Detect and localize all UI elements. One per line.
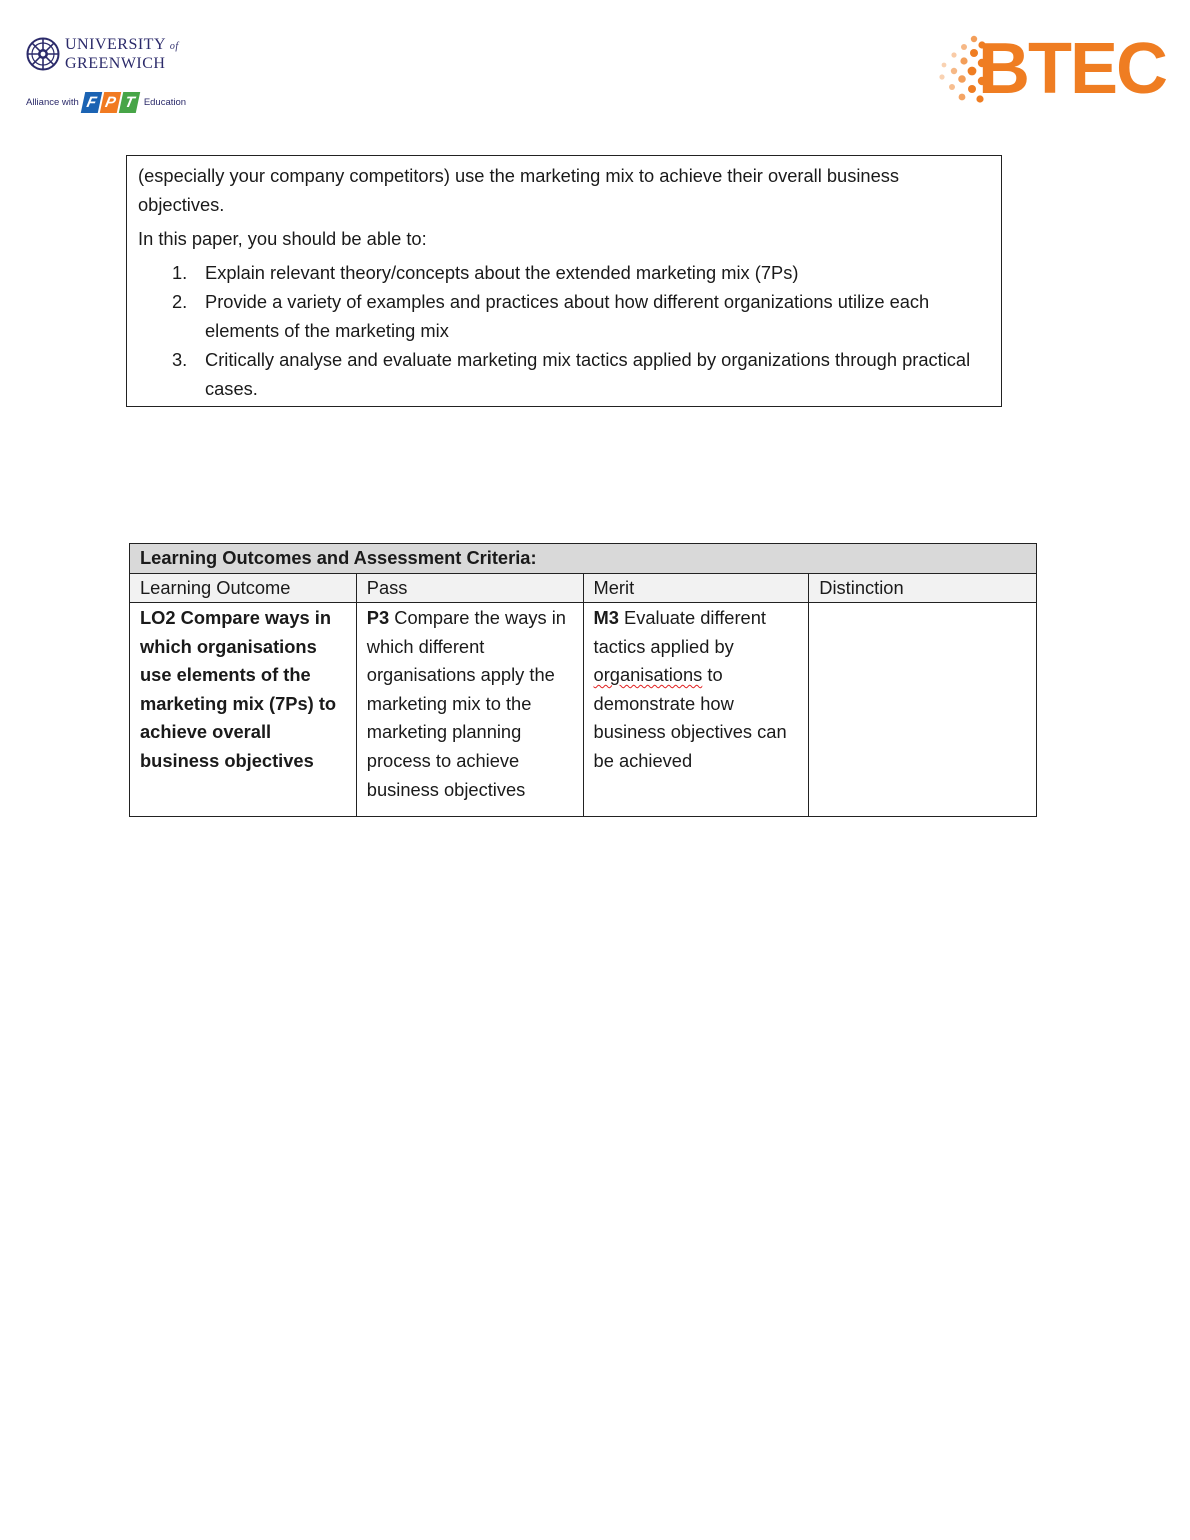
fpt-alliance-badge — [26, 87, 186, 117]
pass-code: P3 — [366, 607, 390, 628]
spellcheck-flagged-word: organisations — [593, 664, 703, 686]
outcome-line: LO2 Compare ways in — [140, 607, 331, 628]
pass-line: business objectives — [366, 778, 526, 800]
header-learning-outcome: Learning Outcome — [130, 574, 357, 603]
table-row — [130, 603, 1037, 817]
education-label: Education — [143, 96, 187, 108]
pass-line: organisations apply the — [366, 664, 555, 686]
learning-outcome-cell — [130, 603, 357, 817]
brief-line-1: (especially your company competitors) use the marketing mix to achieve their overall business — [138, 165, 900, 186]
merit-line: to — [702, 664, 723, 686]
header-merit: Merit — [583, 574, 809, 603]
merit-line: be achieved — [593, 749, 693, 771]
merit-line: demonstrate how — [593, 692, 734, 714]
table-header-row — [130, 574, 1037, 603]
objective-text-line-1: Provide a variety of examples and practices about how different organizations utilize each — [205, 291, 930, 312]
assignment-brief-box — [126, 155, 1002, 407]
fpt-logo — [83, 92, 140, 113]
pass-criteria-cell — [356, 603, 583, 817]
pass-line: process to achieve — [366, 749, 520, 771]
objective-item — [138, 258, 990, 287]
outcome-line: use elements of the — [140, 664, 311, 686]
objective-number: 1. — [172, 262, 188, 283]
pass-line: Compare the ways in — [389, 607, 566, 628]
btec-wordmark: BTEC — [978, 29, 1166, 109]
objective-text-line-1: Critically analyse and evaluate marketing mix tactics applied by organizations through practical — [205, 349, 971, 370]
merit-line: tactics applied by — [593, 635, 734, 657]
table-title-row — [130, 544, 1037, 574]
pass-line: marketing planning — [366, 721, 522, 743]
brief-lead-text: In this paper, you should be able to: — [138, 228, 427, 249]
objectives-list — [138, 258, 990, 403]
outcome-line: achieve overall — [140, 721, 272, 743]
merit-code: M3 — [593, 607, 619, 628]
btec-logo — [934, 29, 1168, 109]
fpt-letter-t: T — [119, 92, 140, 113]
objective-text-line-2: elements of the marketing mix — [205, 320, 449, 341]
greenwich-crest-icon — [26, 37, 60, 71]
alliance-label: Alliance with — [26, 96, 79, 108]
fpt-letter-f: F — [81, 92, 102, 113]
greenwich-wordmark: GREENWICH — [65, 55, 166, 72]
assessment-criteria-table — [129, 543, 1037, 817]
table-title: Learning Outcomes and Assessment Criteria: — [130, 544, 1037, 574]
objective-text-line-2: cases. — [205, 378, 258, 399]
pass-line: marketing mix to the — [366, 692, 532, 714]
outcome-line: business objectives — [140, 749, 314, 771]
merit-line: Evaluate different — [618, 607, 766, 628]
header-pass: Pass — [356, 574, 583, 603]
university-wordmark: UNIVERSITY — [65, 36, 166, 53]
objective-number: 2. — [172, 291, 188, 312]
objective-item — [138, 287, 990, 345]
header-distinction: Distinction — [809, 574, 1037, 603]
pass-line: which different — [366, 635, 485, 657]
university-of-wordmark: of — [169, 41, 179, 52]
outcome-line: marketing mix (7Ps) to — [140, 692, 337, 714]
merit-line: business objectives can — [593, 721, 787, 743]
objective-number: 3. — [172, 349, 188, 370]
outcome-line: which organisations — [140, 635, 317, 657]
distinction-criteria-cell — [809, 603, 1037, 817]
fpt-letter-p: P — [100, 92, 121, 113]
objective-text: Explain relevant theory/concepts about the extended marketing mix (7Ps) — [205, 262, 799, 283]
brief-line-2: objectives. — [138, 194, 225, 215]
merit-criteria-cell — [583, 603, 809, 817]
university-of-greenwich-logo — [26, 36, 196, 120]
objective-item — [138, 345, 990, 403]
